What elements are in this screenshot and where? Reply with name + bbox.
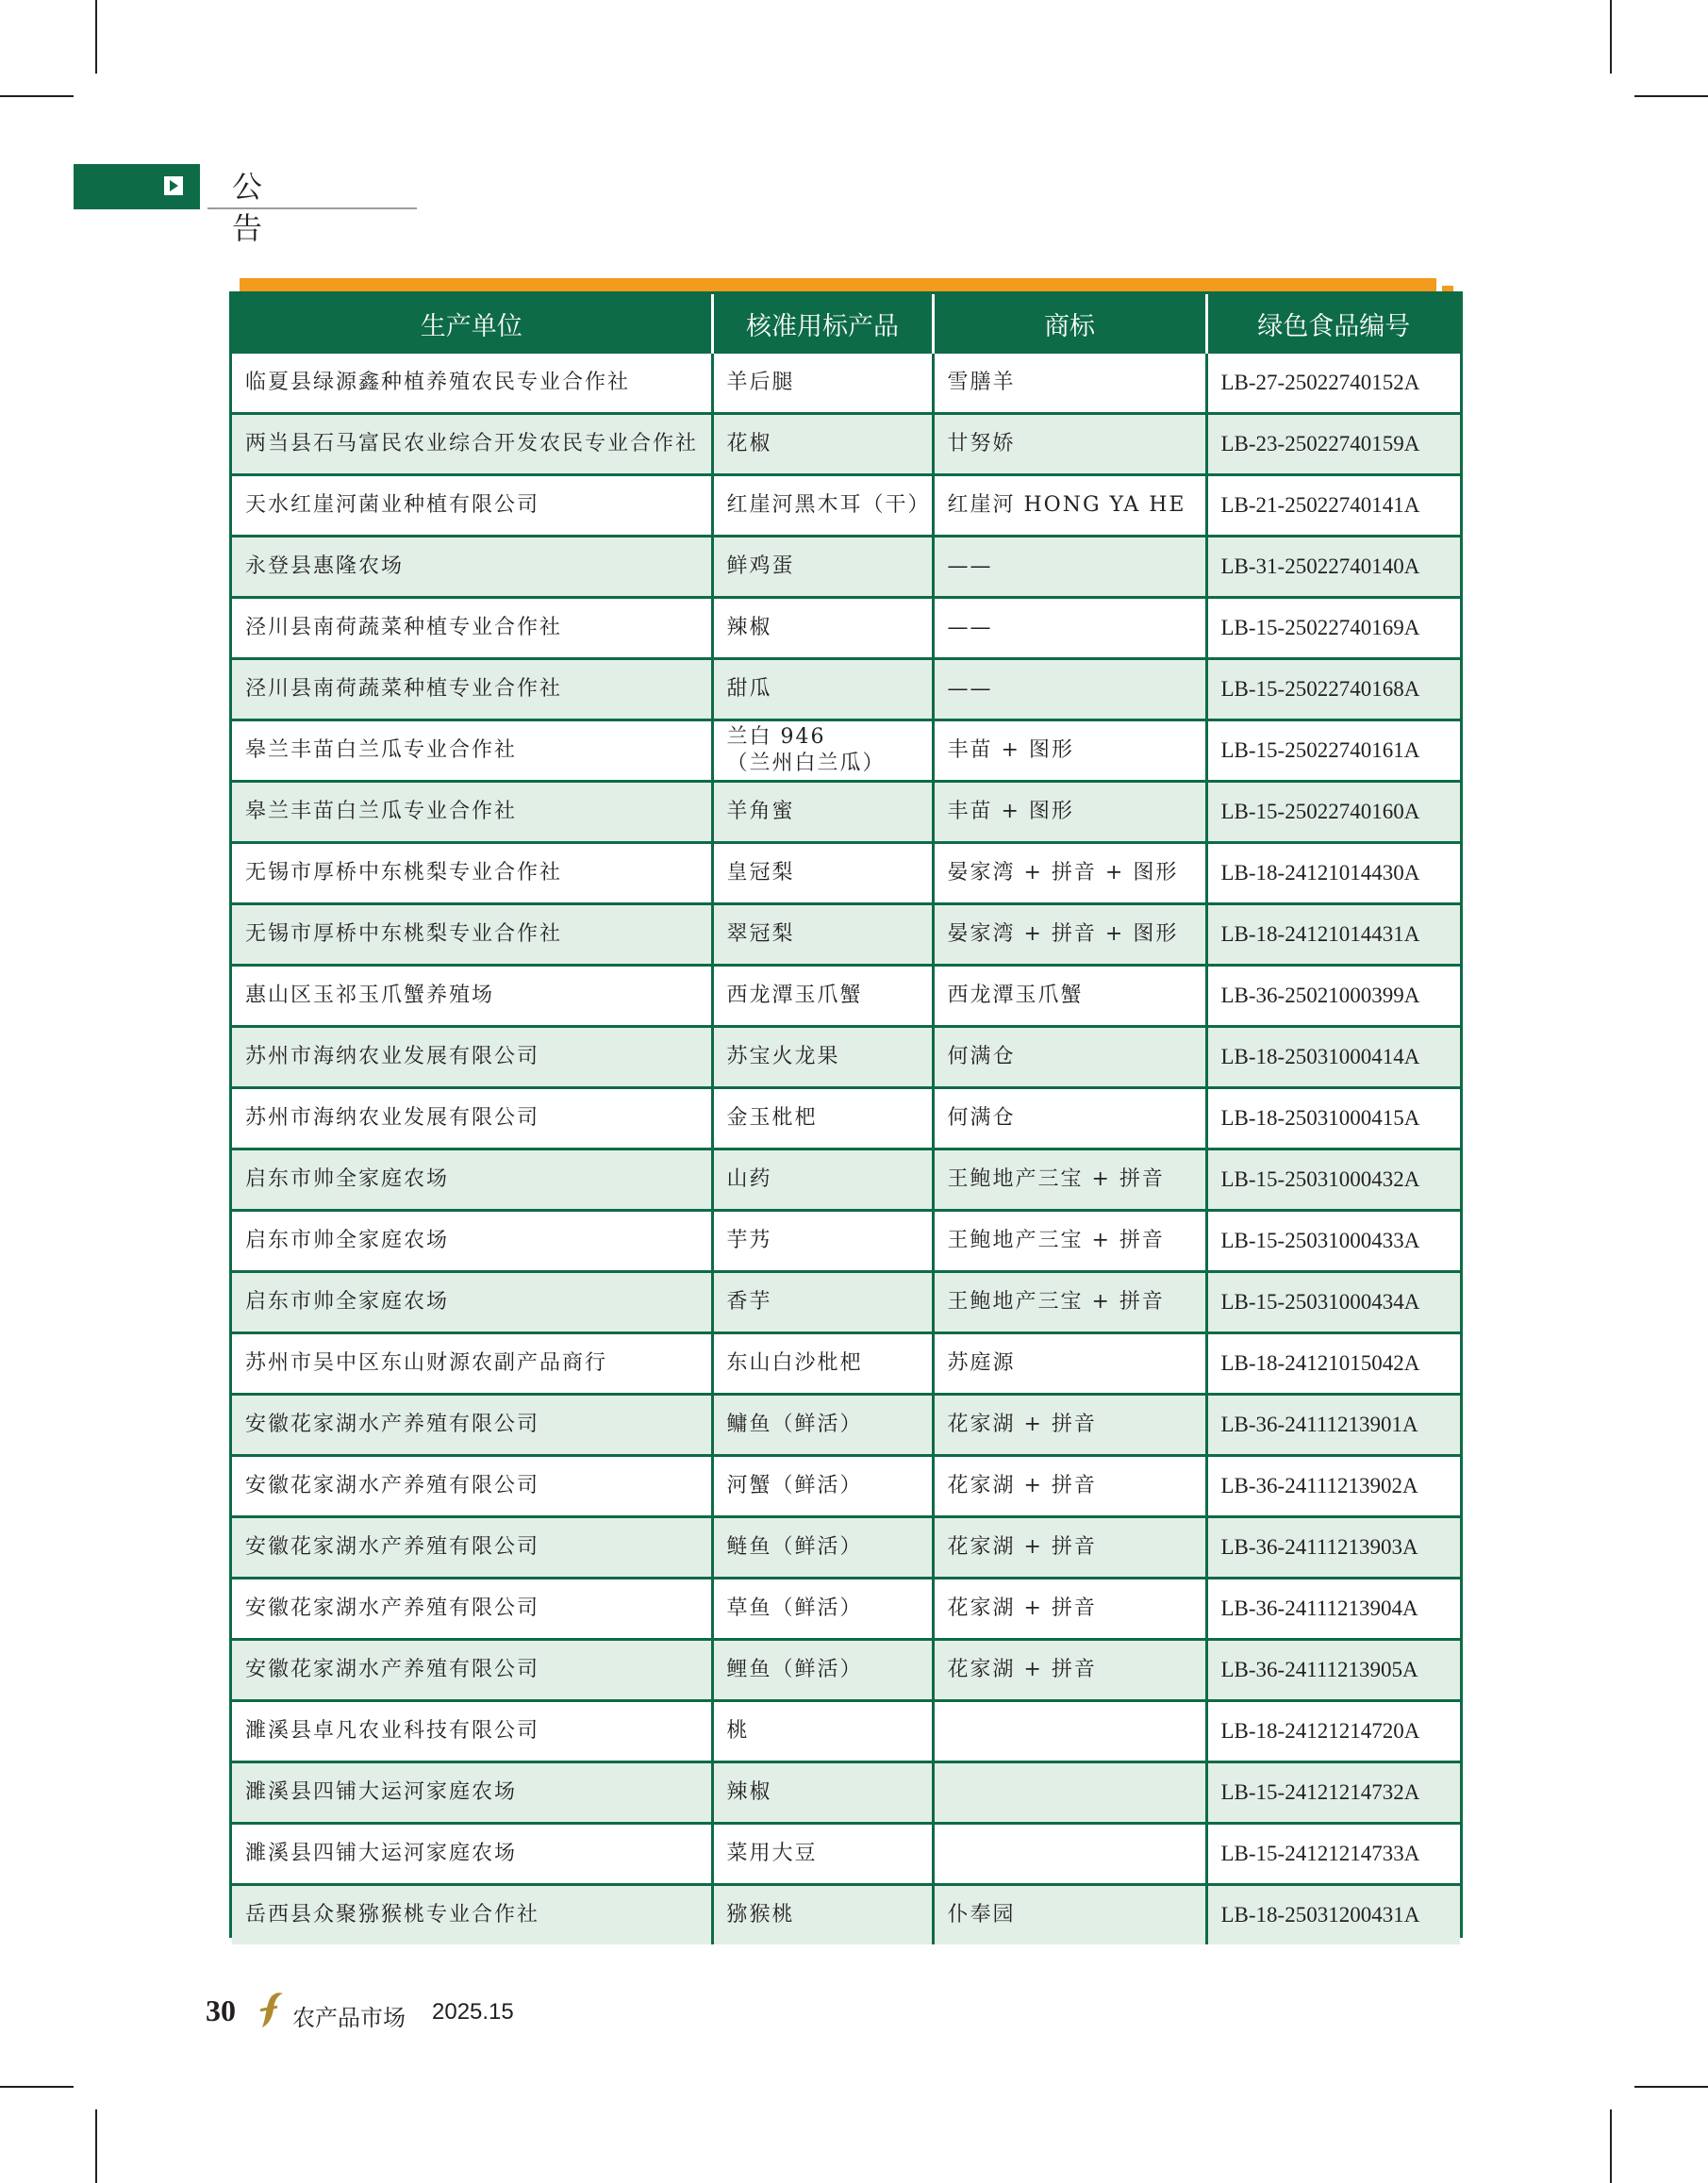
cell-unit bbox=[232, 1211, 712, 1272]
cell-product bbox=[712, 598, 933, 659]
cell-unit-text: 濉溪县四铺大运河家庭农场 bbox=[245, 1842, 518, 1865]
cell-product bbox=[712, 720, 933, 782]
cell-trademark-text: 廿努娇 bbox=[947, 432, 1016, 455]
cell-trademark-text: 花家湖 + 拼音 bbox=[947, 1658, 1097, 1681]
cell-code-text: LB-18-25031000415A bbox=[1220, 1106, 1420, 1130]
cell-trademark bbox=[933, 1640, 1206, 1701]
cell-product bbox=[712, 1824, 933, 1885]
crop-mark bbox=[1610, 0, 1612, 74]
cell-unit bbox=[232, 720, 712, 782]
table-row bbox=[232, 1456, 1460, 1517]
cell-unit bbox=[232, 1149, 712, 1211]
cell-unit-text: 天水红崖河菌业种植有限公司 bbox=[245, 493, 540, 517]
cell-code-text: LB-15-25031000434A bbox=[1220, 1290, 1420, 1314]
table-row bbox=[232, 1517, 1460, 1579]
cell-trademark-text: 王鲍地产三宝 + 拼音 bbox=[947, 1167, 1165, 1191]
cell-code-text: LB-27-25022740152A bbox=[1220, 371, 1420, 394]
cell-trademark bbox=[933, 1824, 1206, 1885]
crop-mark bbox=[95, 0, 97, 74]
cell-code-text: LB-36-24111213903A bbox=[1220, 1535, 1418, 1559]
cell-product-text: 兰白 946 bbox=[726, 725, 826, 749]
cell-product-text: 桃 bbox=[726, 1719, 750, 1743]
cell-trademark bbox=[933, 1088, 1206, 1149]
cell-code bbox=[1206, 782, 1460, 843]
cell-unit bbox=[232, 966, 712, 1027]
cell-code bbox=[1206, 1579, 1460, 1640]
cell-code-text: LB-36-24111213902A bbox=[1220, 1474, 1418, 1497]
cell-trademark bbox=[933, 1456, 1206, 1517]
cell-code bbox=[1206, 1027, 1460, 1088]
cell-unit-text: 苏州市海纳农业发展有限公司 bbox=[245, 1106, 540, 1130]
cell-unit-text: 安徽花家湖水产养殖有限公司 bbox=[245, 1535, 540, 1559]
cell-product-text: 山药 bbox=[726, 1167, 772, 1191]
table-row bbox=[232, 414, 1460, 475]
cell-trademark bbox=[933, 720, 1206, 782]
cell-trademark-text: 苏庭源 bbox=[947, 1351, 1016, 1375]
cell-product-text: 猕猴桃 bbox=[726, 1903, 795, 1927]
cell-trademark-text: 丰苗 + 图形 bbox=[947, 800, 1074, 823]
cell-trademark-text: 雪膳羊 bbox=[947, 371, 1016, 394]
cell-product bbox=[712, 904, 933, 966]
cell-unit bbox=[232, 1088, 712, 1149]
cell-product-text: 鲤鱼（鲜活） bbox=[726, 1658, 863, 1681]
cell-product-text: 西龙潭玉爪蟹 bbox=[726, 984, 863, 1007]
cell-unit-text: 安徽花家湖水产养殖有限公司 bbox=[245, 1596, 540, 1620]
cell-trademark bbox=[933, 1517, 1206, 1579]
cell-product-text: 辣椒 bbox=[726, 616, 772, 639]
cell-code-text: LB-18-25031200431A bbox=[1220, 1903, 1420, 1927]
cell-product-subtext: （兰州白兰瓜） bbox=[726, 752, 886, 775]
cell-product bbox=[712, 782, 933, 843]
cell-trademark bbox=[933, 1211, 1206, 1272]
cell-unit bbox=[232, 1640, 712, 1701]
table-row bbox=[232, 1211, 1460, 1272]
table-row bbox=[232, 537, 1460, 598]
table-row bbox=[232, 1579, 1460, 1640]
table-row bbox=[232, 1640, 1460, 1701]
table-row bbox=[232, 1701, 1460, 1762]
cell-code bbox=[1206, 843, 1460, 904]
cell-product-text: 草鱼（鲜活） bbox=[726, 1596, 863, 1620]
table-row bbox=[232, 904, 1460, 966]
cell-unit-text: 两当县石马富民农业综合开发农民专业合作社 bbox=[245, 432, 699, 455]
cell-trademark-text: 西龙潭玉爪蟹 bbox=[947, 984, 1084, 1007]
cell-code-text: LB-31-25022740140A bbox=[1220, 554, 1420, 578]
cell-trademark bbox=[933, 966, 1206, 1027]
cell-product-text: 鳙鱼（鲜活） bbox=[726, 1413, 863, 1436]
cell-product bbox=[712, 1762, 933, 1824]
section-divider bbox=[204, 164, 207, 209]
cell-product bbox=[712, 1640, 933, 1701]
cell-unit-text: 惠山区玉祁玉爪蟹养殖场 bbox=[245, 984, 495, 1007]
cell-product bbox=[712, 843, 933, 904]
cell-product-text: 红崖河黑木耳（干） bbox=[726, 493, 931, 517]
cell-unit-text: 临夏县绿源鑫种植养殖农民专业合作社 bbox=[245, 371, 631, 394]
cell-product bbox=[712, 1395, 933, 1456]
cell-unit-text: 苏州市海纳农业发展有限公司 bbox=[245, 1045, 540, 1068]
cell-trademark-text: 红崖河 HONG YA HE bbox=[947, 493, 1186, 517]
table-row bbox=[232, 1395, 1460, 1456]
cell-unit-text: 泾川县南荷蔬菜种植专业合作社 bbox=[245, 677, 563, 701]
cell-product-text: 菜用大豆 bbox=[726, 1842, 818, 1865]
column-header-trademark: 商标 bbox=[933, 294, 1206, 354]
cell-code bbox=[1206, 1701, 1460, 1762]
cell-unit bbox=[232, 414, 712, 475]
cell-product bbox=[712, 966, 933, 1027]
cell-code bbox=[1206, 1517, 1460, 1579]
cell-code-text: LB-36-24111213901A bbox=[1220, 1413, 1418, 1436]
table-row bbox=[232, 966, 1460, 1027]
cell-code bbox=[1206, 1640, 1460, 1701]
cell-unit bbox=[232, 1395, 712, 1456]
cell-unit-text: 皋兰丰苗白兰瓜专业合作社 bbox=[245, 800, 518, 823]
cell-code-text: LB-18-24121014430A bbox=[1220, 861, 1420, 885]
cell-trademark bbox=[933, 1333, 1206, 1395]
cell-unit bbox=[232, 843, 712, 904]
cell-code-text: LB-36-25021000399A bbox=[1220, 984, 1420, 1007]
cell-product bbox=[712, 1088, 933, 1149]
cell-product bbox=[712, 414, 933, 475]
cell-product-text: 花椒 bbox=[726, 432, 772, 455]
cell-unit-text: 无锡市厚桥中东桃梨专业合作社 bbox=[245, 861, 563, 885]
cell-product bbox=[712, 1333, 933, 1395]
crop-mark bbox=[1634, 2086, 1708, 2088]
cell-product bbox=[712, 1579, 933, 1640]
cell-product bbox=[712, 537, 933, 598]
cell-unit-text: 濉溪县卓凡农业科技有限公司 bbox=[245, 1719, 540, 1743]
cell-product bbox=[712, 1149, 933, 1211]
cell-product-text: 香芋 bbox=[726, 1290, 772, 1314]
cell-product bbox=[712, 1885, 933, 1945]
cell-trademark bbox=[933, 598, 1206, 659]
cell-trademark bbox=[933, 354, 1206, 414]
cell-trademark bbox=[933, 1701, 1206, 1762]
cell-trademark-text: 花家湖 + 拼音 bbox=[947, 1596, 1097, 1620]
cell-code-text: LB-18-24121214720A bbox=[1220, 1719, 1420, 1743]
table-row bbox=[232, 598, 1460, 659]
cell-trademark bbox=[933, 1762, 1206, 1824]
table-row bbox=[232, 1088, 1460, 1149]
cell-code bbox=[1206, 1456, 1460, 1517]
cell-unit-text: 苏州市吴中区东山财源农副产品商行 bbox=[245, 1351, 608, 1375]
cell-unit bbox=[232, 1824, 712, 1885]
cell-product-text: 辣椒 bbox=[726, 1780, 772, 1804]
cell-unit bbox=[232, 1579, 712, 1640]
cell-code bbox=[1206, 1395, 1460, 1456]
cell-product-text: 鲜鸡蛋 bbox=[726, 554, 795, 578]
cell-trademark bbox=[933, 659, 1206, 720]
cell-trademark-text: 仆奉园 bbox=[947, 1903, 1016, 1927]
cell-code-text: LB-15-25031000432A bbox=[1220, 1167, 1420, 1191]
cell-unit-text: 濉溪县四铺大运河家庭农场 bbox=[245, 1780, 518, 1804]
cell-unit bbox=[232, 598, 712, 659]
cell-trademark-text: 晏家湾 + 拼音 + 图形 bbox=[947, 922, 1179, 946]
cell-trademark-text: 何满仓 bbox=[947, 1045, 1016, 1068]
cell-code bbox=[1206, 537, 1460, 598]
magazine-name: 农产品市场 bbox=[292, 2005, 406, 2031]
cell-unit-text: 泾川县南荷蔬菜种植专业合作社 bbox=[245, 616, 563, 639]
cell-code bbox=[1206, 1885, 1460, 1945]
table-row bbox=[232, 843, 1460, 904]
cell-unit bbox=[232, 1517, 712, 1579]
cell-unit-text: 启东市帅全家庭农场 bbox=[245, 1167, 450, 1191]
cell-code-text: LB-15-25031000433A bbox=[1220, 1229, 1420, 1252]
cell-product-text: 苏宝火龙果 bbox=[726, 1045, 840, 1068]
cell-unit bbox=[232, 475, 712, 537]
cell-unit bbox=[232, 537, 712, 598]
cell-unit-text: 启东市帅全家庭农场 bbox=[245, 1229, 450, 1252]
column-header-product: 核准用标产品 bbox=[712, 294, 933, 354]
cell-code-text: LB-15-25022740160A bbox=[1220, 800, 1420, 823]
cell-trademark-text: 花家湖 + 拼音 bbox=[947, 1474, 1097, 1497]
crop-mark bbox=[0, 95, 74, 97]
cell-product-text: 芋艿 bbox=[726, 1229, 772, 1252]
section-header bbox=[74, 164, 345, 246]
cell-trademark bbox=[933, 1272, 1206, 1333]
table-header-row bbox=[232, 294, 1460, 354]
table-row bbox=[232, 659, 1460, 720]
cell-product bbox=[712, 659, 933, 720]
cell-unit bbox=[232, 1272, 712, 1333]
cell-code-text: LB-36-24111213904A bbox=[1220, 1596, 1418, 1620]
cell-product bbox=[712, 1027, 933, 1088]
announcement-table bbox=[229, 291, 1463, 1938]
cell-trademark-text: 花家湖 + 拼音 bbox=[947, 1535, 1097, 1559]
table-row bbox=[232, 1027, 1460, 1088]
cell-trademark-text: 丰苗 + 图形 bbox=[947, 738, 1074, 762]
page-number: 30 bbox=[206, 1993, 236, 2027]
crop-mark bbox=[95, 2109, 97, 2183]
cell-code-text: LB-18-25031000414A bbox=[1220, 1045, 1420, 1068]
cell-product bbox=[712, 1701, 933, 1762]
cell-trademark bbox=[933, 475, 1206, 537]
cell-code bbox=[1206, 966, 1460, 1027]
cell-unit-text: 安徽花家湖水产养殖有限公司 bbox=[245, 1413, 540, 1436]
cell-trademark bbox=[933, 1395, 1206, 1456]
cell-code bbox=[1206, 354, 1460, 414]
cell-code-text: LB-15-24121214732A bbox=[1220, 1780, 1420, 1804]
cell-trademark-text: 王鲍地产三宝 + 拼音 bbox=[947, 1229, 1165, 1252]
cell-code bbox=[1206, 1088, 1460, 1149]
cell-code bbox=[1206, 1149, 1460, 1211]
cell-code-text: LB-36-24111213905A bbox=[1220, 1658, 1418, 1681]
cell-unit-text: 永登县惠隆农场 bbox=[245, 554, 405, 578]
cell-product bbox=[712, 354, 933, 414]
cell-unit bbox=[232, 659, 712, 720]
cell-code-text: LB-15-25022740168A bbox=[1220, 677, 1420, 701]
table-row bbox=[232, 1149, 1460, 1211]
table-row bbox=[232, 1885, 1460, 1945]
table-accent-band bbox=[240, 278, 1436, 291]
cell-unit bbox=[232, 1762, 712, 1824]
cell-unit-text: 皋兰丰苗白兰瓜专业合作社 bbox=[245, 738, 518, 762]
cell-trademark bbox=[933, 904, 1206, 966]
issue-number: 2025.15 bbox=[432, 1999, 514, 2025]
cell-code bbox=[1206, 1333, 1460, 1395]
cell-unit bbox=[232, 1456, 712, 1517]
cell-trademark bbox=[933, 843, 1206, 904]
cell-unit-text: 安徽花家湖水产养殖有限公司 bbox=[245, 1474, 540, 1497]
cell-unit bbox=[232, 1885, 712, 1945]
table-row bbox=[232, 1272, 1460, 1333]
cell-unit bbox=[232, 1333, 712, 1395]
table-row bbox=[232, 475, 1460, 537]
cell-trademark bbox=[933, 1579, 1206, 1640]
cell-trademark-text: —— bbox=[947, 677, 993, 701]
cell-unit-text: 安徽花家湖水产养殖有限公司 bbox=[245, 1658, 540, 1681]
cell-trademark bbox=[933, 782, 1206, 843]
cell-trademark bbox=[933, 1149, 1206, 1211]
cell-code bbox=[1206, 475, 1460, 537]
table-row bbox=[232, 1762, 1460, 1824]
cell-product-text: 翠冠梨 bbox=[726, 922, 795, 946]
table-row bbox=[232, 1824, 1460, 1885]
cell-unit bbox=[232, 1027, 712, 1088]
column-header-code: 绿色食品编号 bbox=[1206, 294, 1460, 354]
cell-code bbox=[1206, 598, 1460, 659]
cell-product bbox=[712, 475, 933, 537]
cell-product bbox=[712, 1456, 933, 1517]
cell-code-text: LB-15-24121214733A bbox=[1220, 1842, 1420, 1865]
cell-unit bbox=[232, 354, 712, 414]
cell-code bbox=[1206, 1762, 1460, 1824]
cell-trademark-text: 王鲍地产三宝 + 拼音 bbox=[947, 1290, 1165, 1314]
crop-mark bbox=[1634, 95, 1708, 97]
cell-trademark bbox=[933, 1027, 1206, 1088]
table-row bbox=[232, 720, 1460, 782]
table-row bbox=[232, 1333, 1460, 1395]
cell-trademark-text: —— bbox=[947, 554, 993, 578]
crop-mark bbox=[1610, 2109, 1612, 2183]
cell-code bbox=[1206, 414, 1460, 475]
table-row bbox=[232, 354, 1460, 414]
cell-product-text: 河蟹（鲜活） bbox=[726, 1474, 863, 1497]
cell-trademark-text: —— bbox=[947, 616, 993, 639]
cell-trademark bbox=[933, 1885, 1206, 1945]
cell-code-text: LB-15-25022740169A bbox=[1220, 616, 1420, 639]
cell-code-text: LB-21-25022740141A bbox=[1220, 493, 1420, 517]
cell-code-text: LB-15-25022740161A bbox=[1220, 738, 1420, 762]
cell-product-text: 金玉枇杷 bbox=[726, 1106, 818, 1130]
cell-code-text: LB-23-25022740159A bbox=[1220, 432, 1420, 455]
cell-product-text: 甜瓜 bbox=[726, 677, 772, 701]
cell-unit bbox=[232, 782, 712, 843]
cell-product bbox=[712, 1211, 933, 1272]
cell-code-text: LB-18-24121014431A bbox=[1220, 922, 1420, 946]
cell-code bbox=[1206, 1211, 1460, 1272]
section-title: 公 告 bbox=[232, 169, 280, 246]
cell-code bbox=[1206, 1824, 1460, 1885]
cell-trademark bbox=[933, 414, 1206, 475]
section-underline bbox=[207, 207, 417, 209]
cell-code bbox=[1206, 720, 1460, 782]
magazine-logo-icon bbox=[257, 1990, 285, 2029]
table-row bbox=[232, 782, 1460, 843]
cell-product bbox=[712, 1272, 933, 1333]
cell-code-text: LB-18-24121015042A bbox=[1220, 1351, 1420, 1375]
cell-product bbox=[712, 1517, 933, 1579]
cell-product-text: 羊后腿 bbox=[726, 371, 795, 394]
cell-unit-text: 岳西县众聚猕猴桃专业合作社 bbox=[245, 1903, 540, 1927]
cell-trademark-text: 花家湖 + 拼音 bbox=[947, 1413, 1097, 1436]
cell-product-text: 皇冠梨 bbox=[726, 861, 795, 885]
cell-unit bbox=[232, 1701, 712, 1762]
crop-mark bbox=[0, 2086, 74, 2088]
cell-product-text: 东山白沙枇杷 bbox=[726, 1351, 863, 1375]
cell-code bbox=[1206, 904, 1460, 966]
cell-code bbox=[1206, 659, 1460, 720]
cell-unit-text: 无锡市厚桥中东桃梨专业合作社 bbox=[245, 922, 563, 946]
cell-product-text: 羊角蜜 bbox=[726, 800, 795, 823]
cell-trademark bbox=[933, 537, 1206, 598]
play-arrow-icon bbox=[164, 176, 183, 195]
cell-trademark-text: 何满仓 bbox=[947, 1106, 1016, 1130]
cell-product-text: 鲢鱼（鲜活） bbox=[726, 1535, 863, 1559]
cell-unit bbox=[232, 904, 712, 966]
cell-trademark-text: 晏家湾 + 拼音 + 图形 bbox=[947, 861, 1179, 885]
column-header-unit: 生产单位 bbox=[232, 294, 712, 354]
cell-code bbox=[1206, 1272, 1460, 1333]
cell-unit-text: 启东市帅全家庭农场 bbox=[245, 1290, 450, 1314]
